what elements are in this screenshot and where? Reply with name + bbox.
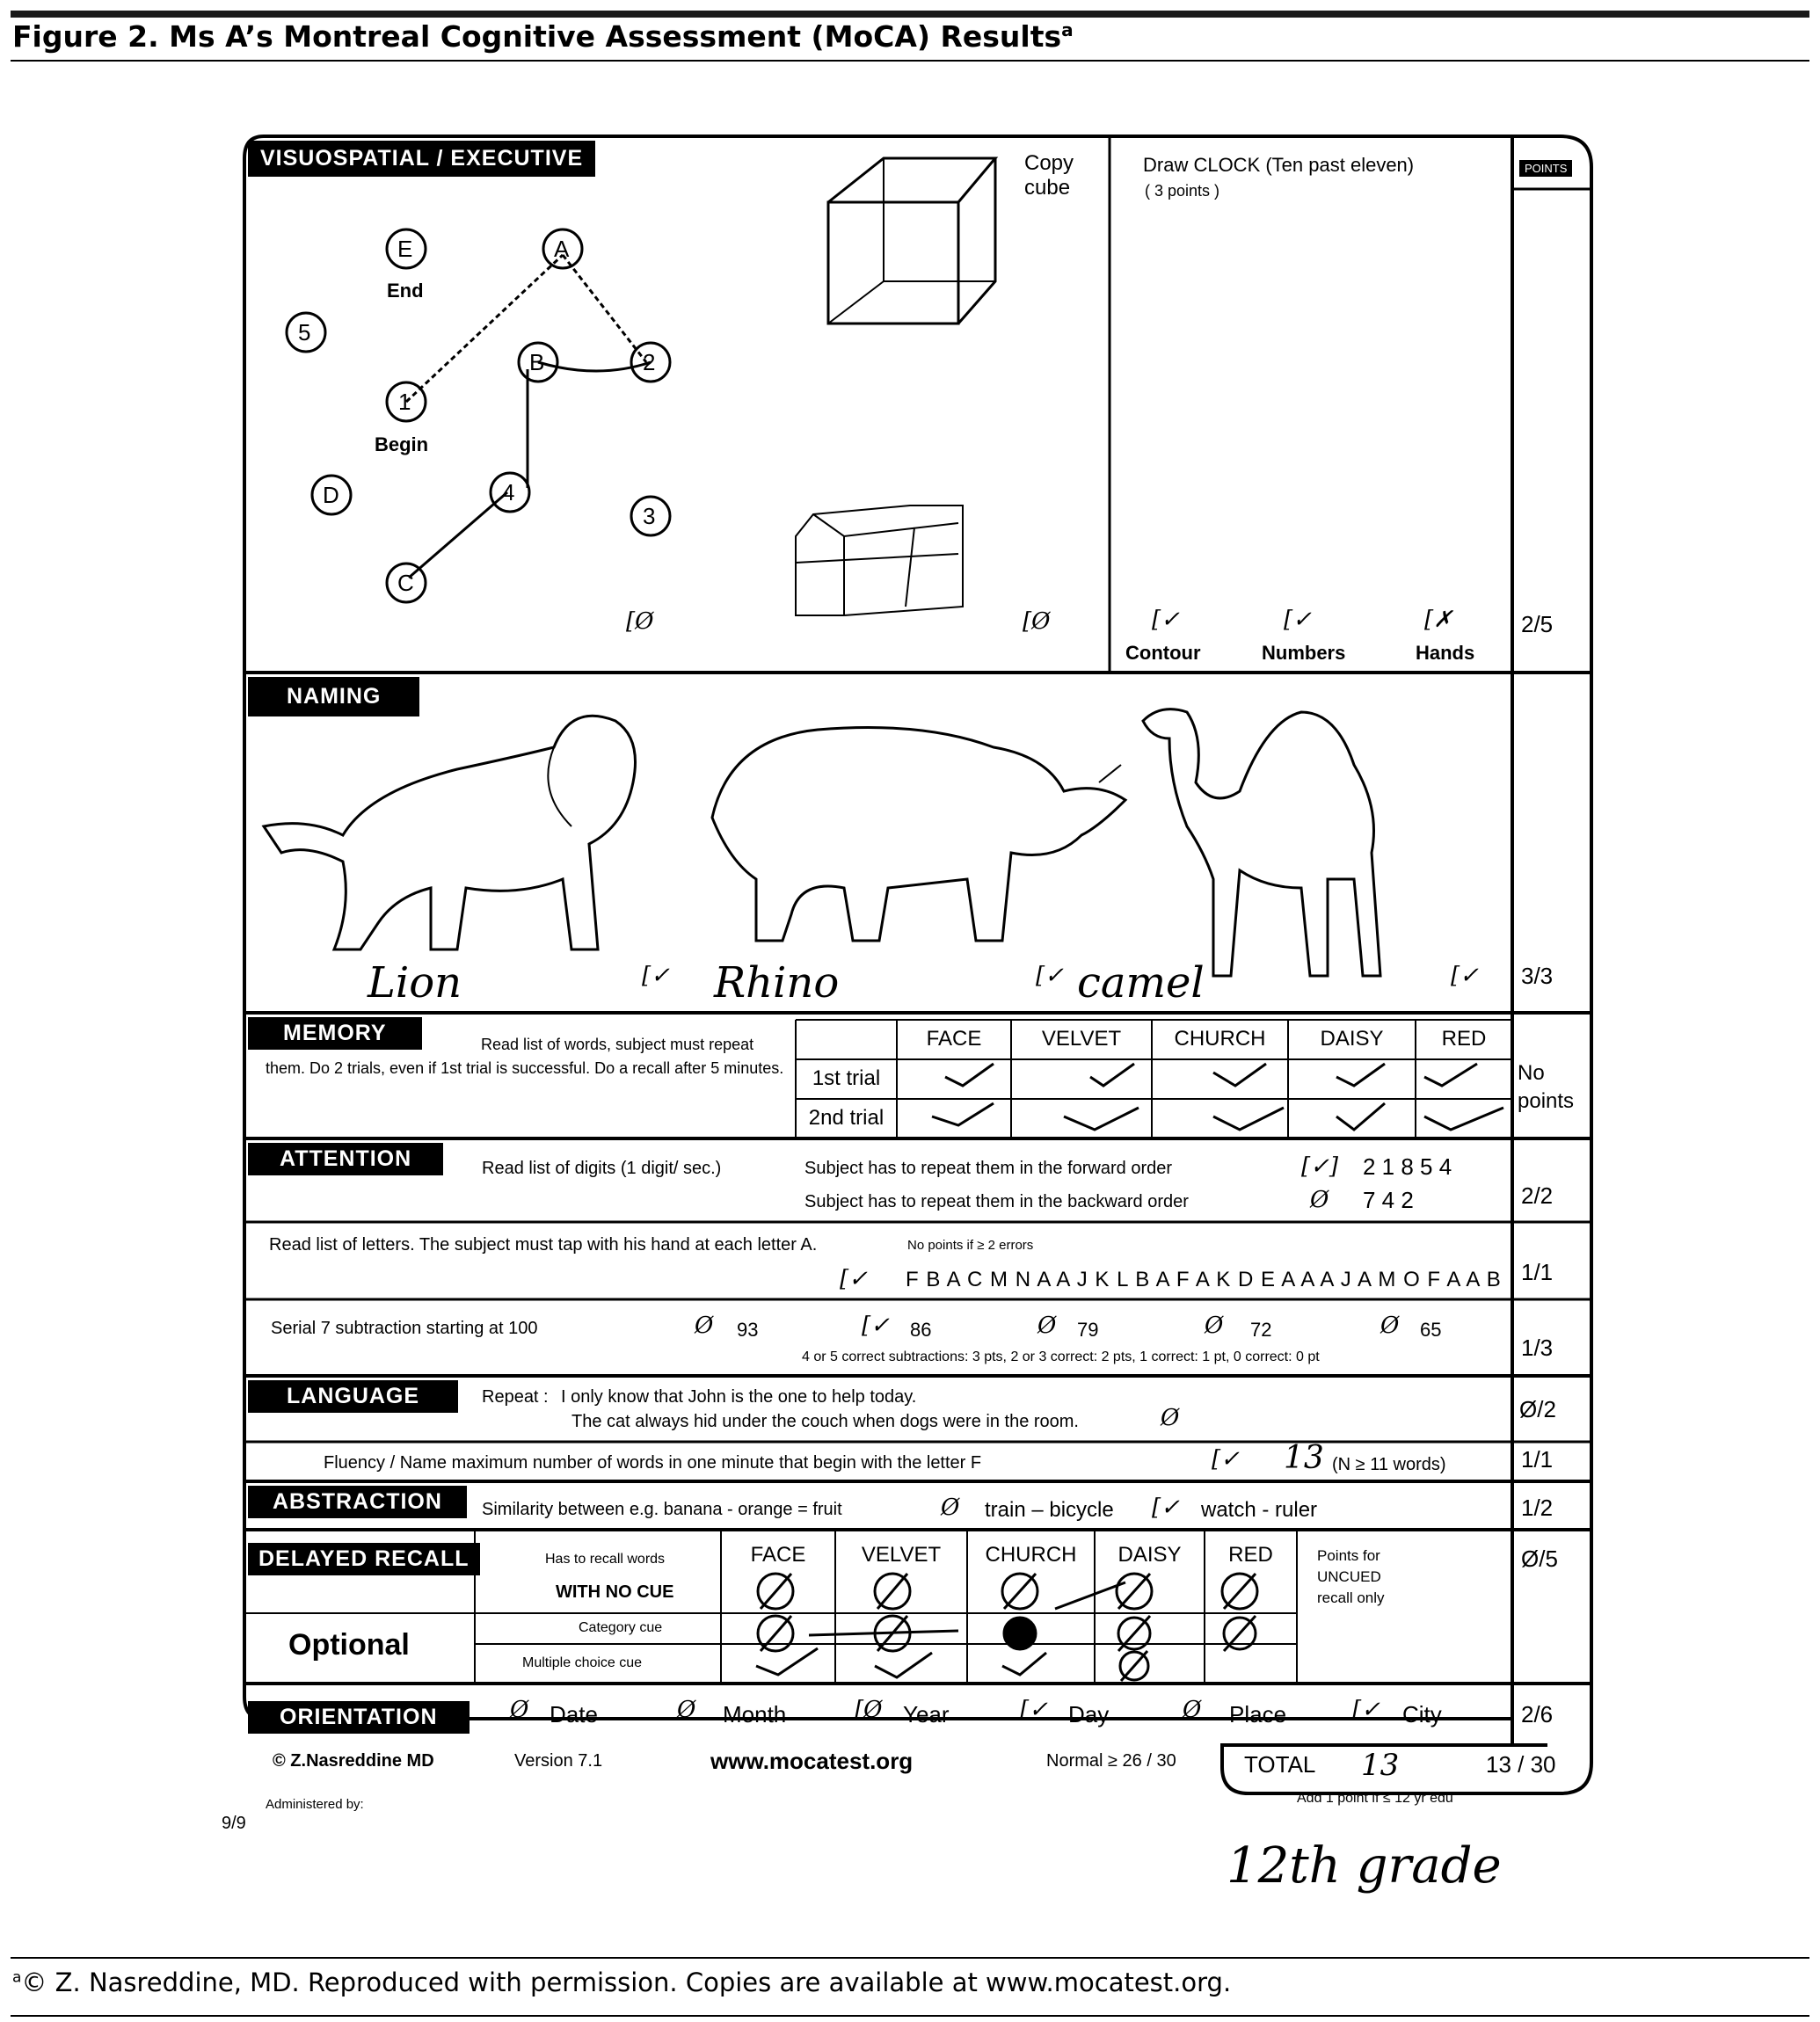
abstraction-score: 1/2 <box>1521 1495 1554 1521</box>
serial-label: Serial 7 subtraction starting at 100 <box>271 1319 538 1338</box>
fluency-mark: [✓ <box>1212 1446 1240 1473</box>
letters-rule: No points if ≥ 2 errors <box>907 1238 1034 1253</box>
digits-label: Read list of digits (1 digit/ sec.) <box>482 1159 722 1178</box>
visuospatial-score: 2/5 <box>1521 611 1554 637</box>
forward-label: Subject has to repeat them in the forward order <box>804 1159 1173 1178</box>
recall-optional-label: Optional <box>288 1628 410 1662</box>
clock-title: Draw CLOCK (Ten past eleven) <box>1143 154 1415 176</box>
recall-word-face: FACE <box>750 1543 806 1567</box>
page-code: 9/9 <box>222 1814 246 1833</box>
backward-digits: 7 4 2 <box>1363 1187 1414 1213</box>
footnote-rule-bottom <box>11 2015 1809 2017</box>
orientation-header: ORIENTATION <box>248 1701 470 1734</box>
letters-sequence: F B A C M N A A J K L B A F A K D E A A A J A M O F A A B <box>906 1268 1502 1291</box>
serial-value-93: 93 <box>737 1319 759 1341</box>
abstraction-item-2: watch - ruler <box>1201 1498 1318 1522</box>
serial-scoring-rule: 4 or 5 correct subtractions: 3 pts, 2 or 3 correct: 2 pts, 1 correct: 1 pt, 0 correct: 0 pt <box>802 1349 1320 1364</box>
contour-mark: [✓ <box>1152 607 1180 633</box>
letters-score: 1/1 <box>1521 1259 1554 1285</box>
recall-word-velvet: VELVET <box>861 1543 942 1567</box>
fluency-rule: (N ≥ 11 words) <box>1332 1455 1446 1474</box>
naming-mark-camel: [✓ <box>1451 963 1479 989</box>
memory-word-velvet: VELVET <box>1041 1027 1122 1051</box>
letters-mark: [✓ <box>840 1266 868 1292</box>
orientation-date: Date <box>550 1701 598 1727</box>
administered-by: Administered by: <box>266 1797 364 1812</box>
contour-label: Contour <box>1125 642 1201 664</box>
form-version: Version 7.1 <box>514 1751 603 1771</box>
orientation-mark-city: [✓ <box>1352 1697 1380 1723</box>
repeat-sentence-2: The cat always hid under the couch when dogs were in the room. <box>571 1412 1079 1431</box>
figure-title: Figure 2. Ms A’s Montreal Cognitive Assessment (MoCA) Results$^a$ <box>12 19 1074 54</box>
numbers-mark: [✓ <box>1284 607 1312 633</box>
serial-mark-93: Ø <box>695 1313 714 1339</box>
naming-mark-lion: [✓ <box>642 963 670 989</box>
memory-word-face: FACE <box>926 1027 982 1051</box>
abstraction-mark-1: Ø <box>941 1495 960 1521</box>
naming-answer-camel: camel <box>1077 958 1205 1007</box>
recall-category-cue: Category cue <box>579 1620 663 1635</box>
letters-label: Read list of letters. The subject must tap with his hand at each letter A. <box>269 1235 818 1255</box>
recall-points-note: Points for UNCUED recall only <box>1317 1547 1385 1606</box>
trail-node-c: C <box>397 570 414 596</box>
fluency-count: 13 <box>1284 1440 1324 1476</box>
abstraction-header: ABSTRACTION <box>248 1486 467 1518</box>
serial-mark-65: Ø <box>1380 1313 1400 1339</box>
naming-score: 3/3 <box>1521 963 1554 989</box>
orientation-day: Day <box>1068 1701 1110 1727</box>
recall-word-red: RED <box>1228 1543 1273 1567</box>
orientation-month: Month <box>723 1701 787 1727</box>
trail-node-1: 1 <box>398 389 411 415</box>
trail-begin-label: Begin <box>375 433 429 455</box>
forward-digits: 2 1 8 5 4 <box>1363 1153 1452 1180</box>
repeat-score: Ø/2 <box>1519 1396 1556 1422</box>
recall-word-church: CHURCH <box>985 1543 1077 1567</box>
naming-header: NAMING <box>248 677 419 716</box>
recall-no-cue: WITH NO CUE <box>556 1582 674 1602</box>
hands-label: Hands <box>1416 642 1475 664</box>
memory-word-church: CHURCH <box>1174 1027 1266 1051</box>
orientation-year: Year <box>903 1701 950 1727</box>
recall-word-daisy: DAISY <box>1117 1543 1182 1567</box>
memory-word-daisy: DAISY <box>1320 1027 1384 1051</box>
total-handwritten: 13 <box>1361 1748 1400 1783</box>
trail-score-mark: [Ø <box>626 608 654 635</box>
serial-value-79: 79 <box>1077 1319 1099 1341</box>
recall-label: Has to recall words <box>545 1552 666 1567</box>
trail-node-e: E <box>397 236 413 262</box>
memory-word-red: RED <box>1441 1027 1487 1051</box>
attention-header: ATTENTION <box>248 1143 443 1175</box>
orientation-mark-year: [Ø <box>855 1697 883 1723</box>
fluency-label: Fluency / Name maximum number of words in one minute that begin with the letter F <box>324 1453 982 1473</box>
repeat-sentence-1: I only know that John is the one to help today. <box>561 1387 917 1407</box>
hands-mark: [✗ <box>1424 607 1452 633</box>
figure-footnote: $^a$© Z. Nasreddine, MD. Reproduced with permission. Copies are available at www.mocatest.org. <box>12 1967 1232 1997</box>
form-website: www.mocatest.org <box>710 1748 914 1774</box>
abstraction-label: Similarity between e.g. banana - orange = fruit <box>482 1500 842 1519</box>
serial-value-65: 65 <box>1420 1319 1442 1341</box>
orientation-mark-month: Ø <box>677 1697 696 1723</box>
orientation-city: City <box>1402 1701 1442 1727</box>
cube-score-mark: [Ø <box>1023 608 1051 635</box>
footnote-rule-top <box>11 1957 1809 1959</box>
form-copyright: © Z.Nasreddine MD <box>273 1751 434 1771</box>
trail-end-label: End <box>387 280 424 302</box>
trail-node-5: 5 <box>298 319 311 345</box>
trail-node-d: D <box>323 482 339 508</box>
memory-instructions: Read list of words, subject must repeat them. Do 2 trials, even if 1st trial is successful. Do a recall after 5 minutes. <box>266 1036 784 1077</box>
total-label: TOTAL <box>1244 1751 1316 1778</box>
delayed-recall-score: Ø/5 <box>1521 1546 1558 1572</box>
memory-trial-1: 1st trial <box>812 1066 881 1090</box>
orientation-mark-place: Ø <box>1183 1697 1202 1723</box>
forward-mark: [✓] <box>1301 1153 1339 1180</box>
visuospatial-header: VISUOSPATIAL / EXECUTIVE <box>248 141 595 177</box>
recall-handwritten-marks <box>721 1565 1301 1684</box>
orientation-mark-date: Ø <box>510 1697 529 1723</box>
trail-node-3: 3 <box>643 503 656 529</box>
abstraction-item-1: train – bicycle <box>985 1498 1114 1522</box>
backward-mark: Ø <box>1310 1187 1329 1213</box>
serial-score: 1/3 <box>1521 1335 1554 1361</box>
abstraction-mark-2: [✓ <box>1152 1495 1180 1521</box>
recall-multiple-choice-cue: Multiple choice cue <box>522 1655 643 1670</box>
orientation-mark-day: [✓ <box>1020 1697 1048 1723</box>
serial-value-72: 72 <box>1250 1319 1272 1341</box>
language-header: LANGUAGE <box>248 1380 458 1413</box>
trail-node-b: B <box>529 349 545 375</box>
total-score: 13 / 30 <box>1486 1751 1556 1778</box>
points-column-header: POINTS <box>1519 160 1572 177</box>
memory-checkmarks <box>897 1059 1512 1138</box>
grade-note: 12th grade <box>1227 1837 1502 1895</box>
naming-answer-rhino: Rhino <box>714 958 840 1007</box>
repeat-label: Repeat : <box>482 1387 549 1407</box>
memory-trial-2: 2nd trial <box>808 1106 885 1130</box>
numbers-label: Numbers <box>1262 642 1346 664</box>
serial-mark-79: Ø <box>1037 1313 1057 1339</box>
memory-points-note: No points <box>1518 1061 1575 1113</box>
orientation-place: Place <box>1229 1701 1287 1727</box>
orientation-score: 2/6 <box>1521 1701 1554 1727</box>
backward-label: Subject has to repeat them in the backward order <box>804 1192 1189 1211</box>
naming-answer-lion: Lion <box>368 958 462 1007</box>
form-normal-range: Normal ≥ 26 / 30 <box>1046 1751 1176 1771</box>
trail-node-2: 2 <box>643 349 656 375</box>
memory-header: MEMORY <box>248 1017 422 1050</box>
serial-mark-86: [✓ <box>862 1313 890 1339</box>
trail-node-4: 4 <box>502 479 515 506</box>
trail-node-a: A <box>554 236 570 262</box>
clock-points: ( 3 points ) <box>1145 182 1220 200</box>
naming-mark-rhino: [✓ <box>1036 963 1064 989</box>
digits-score: 2/2 <box>1521 1182 1554 1209</box>
serial-value-86: 86 <box>910 1319 932 1341</box>
serial-mark-72: Ø <box>1205 1313 1224 1339</box>
delayed-recall-header: DELAYED RECALL <box>248 1543 480 1575</box>
fluency-score: 1/1 <box>1521 1446 1554 1473</box>
copy-cube-label: Copy cube <box>1024 151 1074 200</box>
total-edu-note: Add 1 point if ≤ 12 yr edu <box>1297 1791 1453 1806</box>
repeat-mark: Ø <box>1161 1405 1180 1431</box>
